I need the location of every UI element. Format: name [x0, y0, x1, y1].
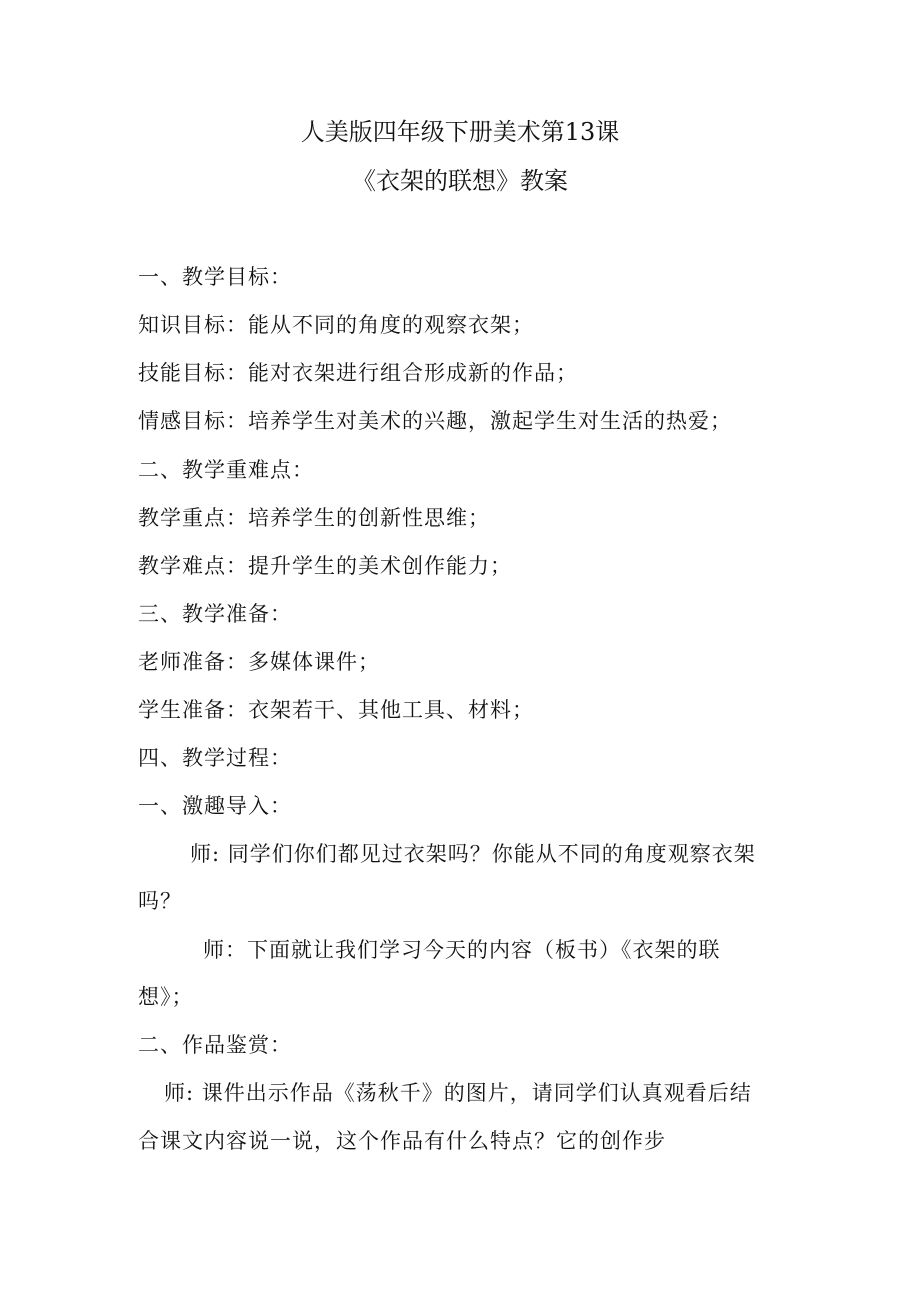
intro-paragraph-1-line-2: 吗？ [138, 889, 182, 913]
section-heading-objectives: 一、教学目标： [138, 265, 292, 289]
teacher-preparation: 老师准备：多媒体课件； [138, 650, 380, 674]
section-heading-preparation: 三、教学准备： [138, 602, 292, 626]
intro-paragraph-1-line-1: 师: 同学们你们都见过衣架吗？你能从不同的角度观察衣架 [190, 842, 756, 866]
difficult-point: 教学难点：提升学生的美术创作能力； [138, 554, 512, 578]
intro-paragraph-2-line-2: 想》； [138, 985, 194, 1009]
intro-paragraph-2-line-1: 师：下面就让我们学习今天的内容（板书）《衣架的联 [203, 938, 721, 962]
document-subtitle: 《衣架的联想》教案 [352, 167, 568, 195]
student-preparation: 学生准备：衣架若干、其他工具、材料； [138, 698, 534, 722]
document-title: 人美版四年级下册美术第13课 [300, 118, 620, 146]
section-heading-process: 四、教学过程： [138, 746, 292, 770]
key-point: 教学重点：培养学生的创新性思维； [138, 506, 490, 530]
skill-goal: 技能目标：能对衣架进行组合形成新的作品； [138, 361, 578, 385]
section-heading-key-points: 二、教学重难点： [138, 458, 314, 482]
emotion-goal: 情感目标：培养学生对美术的兴趣，激起学生对生活的热爱； [138, 409, 732, 433]
appreciation-paragraph-line-1: 师: 课件出示作品《荡秋千》的图片，请同学们认真观看后结 [164, 1081, 752, 1105]
subsection-heading-appreciation: 二、作品鉴赏： [138, 1033, 292, 1057]
knowledge-goal: 知识目标：能从不同的角度的观察衣架； [138, 313, 534, 337]
appreciation-paragraph-line-2: 合课文内容说一说，这个作品有什么特点？它的创作步 [138, 1129, 666, 1153]
subsection-heading-intro: 一、激趣导入： [138, 794, 292, 818]
